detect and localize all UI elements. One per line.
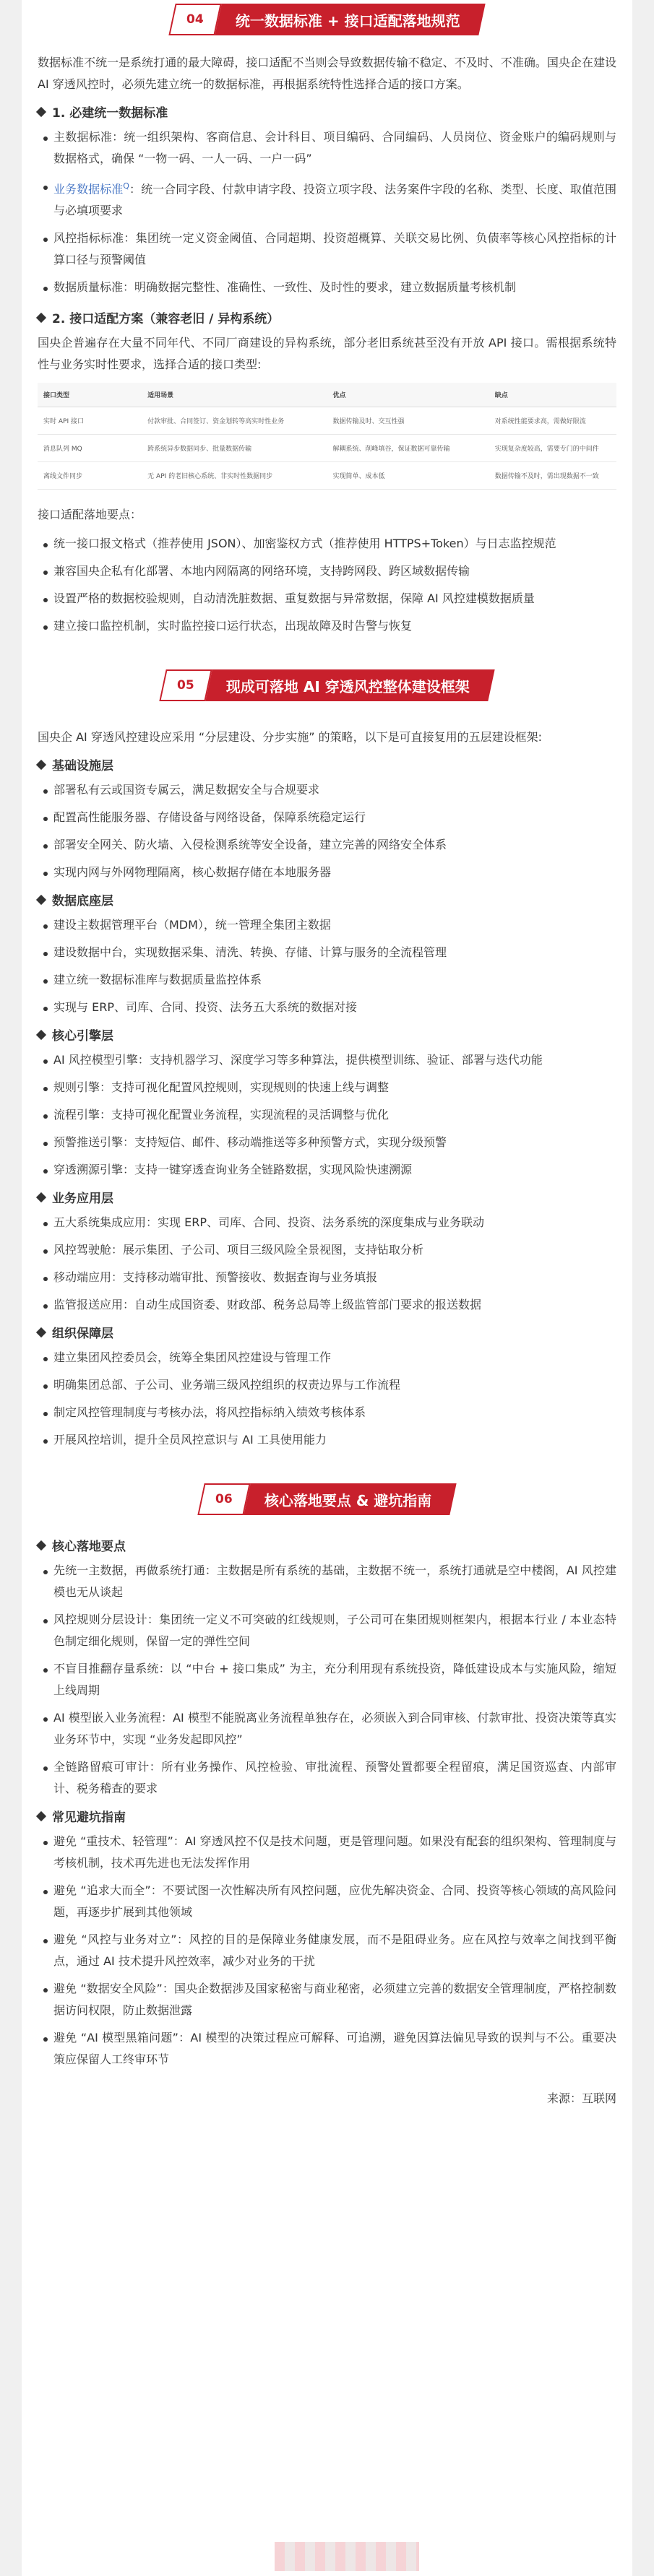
list-item: 主数据标准：统一组织架构、客商信息、会计科目、项目编码、合同编码、人员岗位、资金账户的编码规则与数据格式，确保 “一物一码、一人一码、一户一码” [38,126,616,170]
bullet-icon [38,1347,53,1369]
list-item: 监管报送应用：自动生成国资委、财政部、税务总局等上级监管部门要求的报送数据 [38,1294,616,1316]
list-item: 实现内网与外网物理隔离，核心数据存储在本地服务器 [38,862,616,883]
bullet-icon [38,1212,53,1233]
table-cell: 实时 API 接口 [38,407,142,435]
table-header: 适用场景 [142,383,327,407]
bullet-icon [38,1756,53,1800]
table-cell: 对系统性能要求高，需做好限流 [489,407,616,435]
bullet-icon [38,227,53,271]
bullet-icon [38,1429,53,1451]
subheading-layers-4: 组织保障层 [38,1323,616,1341]
list-item: 数据质量标准：明确数据完整性、准确性、一致性、及时性的要求，建立数据质量考核机制 [38,277,616,298]
diamond-bullet-icon [36,1327,46,1337]
bullet-icon [38,1132,53,1153]
subheading-layers-0: 基础设施层 [38,755,616,773]
subheading-groups-0: 核心落地要点 [38,1536,616,1554]
list-item: 建设主数据管理平台（MDM），统一管理全集团主数据 [38,914,616,936]
diamond-bullet-icon [36,1192,46,1202]
subheading-layers-1: 数据底座层 [38,890,616,908]
list-item: 设置严格的数据校验规则，自动清洗脏数据、重复数据与异常数据，保障 AI 风控建模数据质量 [38,588,616,610]
list-item: 兼容国央企私有化部署、本地内网隔离的网络环境，支持跨网段、跨区域数据传输 [38,560,616,582]
blurred-qr-banner [275,2542,419,2571]
section-06-header [38,1480,616,1519]
subheading-data-standards: 1. 必建统一数据标准 [38,103,616,121]
diamond-bullet-icon [36,1811,46,1821]
table-cell: 付款审批、合同签订、资金划转等高实时性业务 [142,407,327,435]
list-item: 建立集团风控委员会，统筹全集团风控建设与管理工作 [38,1347,616,1369]
subheading-layers-3: 业务应用层 [38,1188,616,1206]
bullet-icon [38,1880,53,1923]
table-header: 接口类型 [38,383,142,407]
list-item: 避免 “AI 模型黑箱问题”：AI 模型的决策过程应可解释、可追溯，避免因算法偏见导致的误判与不公。重要决策应保留人工终审环节 [38,2027,616,2070]
bullet-icon [38,1049,53,1071]
bullet-icon [38,1929,53,1972]
list-item: 实现与 ERP、司库、合同、投资、法务五大系统的数据对接 [38,997,616,1018]
list-item: 风控规则分层设计：集团统一定义不可突破的红线规则，子公司可在集团规则框架内，根据本行业 / 本业态特色制定细化规则，保留一定的弹性空间 [38,1609,616,1652]
bullet-icon [38,2027,53,2070]
bullet-icon [38,560,53,582]
table-row [38,435,616,462]
section-number-badge: 06 [197,1483,250,1515]
bullet-icon [38,1077,53,1098]
bullet-icon [38,126,53,170]
diamond-bullet-icon [36,760,46,770]
bullet-icon [38,1560,53,1603]
interface-points-title: 接口适配落地要点： [38,508,142,522]
bullet-icon [38,277,53,298]
bullet-icon [38,969,53,991]
table-header-row [38,383,616,407]
section-04-header [38,0,616,39]
section-number-badge: 05 [159,669,212,701]
bullet-icon [38,1609,53,1652]
bullet-icon [38,1831,53,1874]
table-header: 缺点 [489,383,616,407]
table-cell: 数据传输及时、交互性强 [327,407,489,435]
list-item: 统一接口报文格式（推荐使用 JSON）、加密鉴权方式（推荐使用 HTTPS+Token）与日志监控规范 [38,533,616,555]
search-link-icon[interactable]: Q [123,181,129,191]
bullet-icon [38,1707,53,1751]
subheading-layers-2: 核心引擎层 [38,1025,616,1044]
bullet-icon [38,615,53,637]
table-cell: 数据传输不及时，需出现数据不一致 [489,462,616,490]
list-item: 穿透溯源引擎：支持一键穿透查询业务全链路数据，实现风险快速溯源 [38,1159,616,1181]
bullet-icon [38,1374,53,1396]
list-item: 避免 “追求大而全”：不要试图一次性解决所有风控问题，应优先解决资金、合同、投资等核心领域的高风险问题，再逐步扩展到其他领域 [38,1880,616,1923]
bullet-icon [38,175,53,222]
bullet-icon [38,1267,53,1288]
business-data-standard-link[interactable]: 业务数据标准 [53,182,124,196]
diamond-bullet-icon [36,106,46,116]
list-item: 避免 “重技术、轻管理”：AI 穿透风控不仅是技术问题，更是管理问题。如果没有配套的组织架构、管理制度与考核机制，技术再先进也无法发挥作用 [38,1831,616,1874]
bullet-icon [38,1159,53,1181]
bullet-icon [38,862,53,883]
bullet-icon [38,1239,53,1261]
bullet-icon [38,1104,53,1126]
subheading-interface-adaptation: 2. 接口适配方案（兼容老旧 / 异构系统） [38,308,616,326]
list-item: 明确集团总部、子公司、业务端三级风控组织的权责边界与工作流程 [38,1374,616,1396]
section-04-intro: 数据标准不统一是系统打通的最大障碍，接口适配不当则会导致数据传输不稳定、不及时、不准确。国央企在建设 AI 穿透风控时，必须先建立统一的数据标准，再根据系统特性选择合适的接口方案。 [38,56,616,91]
list-item: 建立接口监控机制，实时监控接口运行状态，出现故障及时告警与恢复 [38,615,616,637]
bullet-icon [38,997,53,1018]
table-header: 优点 [327,383,489,407]
bullet-icon [38,1294,53,1316]
bullet-icon [38,588,53,610]
source-credit: 来源：互联网 [546,2091,616,2106]
section-title: 统一数据标准 + 接口适配落地规范 [210,4,485,35]
section-title: 现成可落地 AI 穿透风控整体建设框架 [201,669,494,701]
bullet-icon [38,1402,53,1423]
list-item: 风控驾驶舱：展示集团、子公司、项目三级风险全景视图，支持钻取分析 [38,1239,616,1261]
table-cell: 离线文件同步 [38,462,142,490]
bullet-icon [38,834,53,856]
list-item: 预警推送引擎：支持短信、邮件、移动端推送等多种预警方式，实现分级预警 [38,1132,616,1153]
table-cell: 解耦系统、削峰填谷，保证数据可靠传输 [327,435,489,462]
bullet-icon [38,942,53,963]
section-05-intro: 国央企 AI 穿透风控建设应采用 “分层建设、分步实施” 的策略，以下是可直接复用的五层建设框架: [38,730,542,745]
list-item: AI 模型嵌入业务流程：AI 模型不能脱离业务流程单独存在，必须嵌入到合同审核、付款审批、投资决策等真实业务环节中，实现 “业务发起即风控” [38,1707,616,1751]
list-item: 避免 “风控与业务对立”：风控的目的是保障业务健康发展，而不是阻碍业务。应在风控与效率之间找到平衡点，通过 AI 技术提升风控效率，减少对业务的干扰 [38,1929,616,1972]
bullet-icon [38,1978,53,2021]
list-item: 避免 “数据安全风险”：国央企数据涉及国家秘密与商业秘密，必须建立完善的数据安全管理制度，严格控制数据访问权限，防止数据泄露 [38,1978,616,2021]
list-item: 不盲目推翻存量系统：以 “中台 + 接口集成” 为主，充分利用现有系统投资，降低建设成本与实施风险，缩短上线周期 [38,1658,616,1701]
diamond-bullet-icon [36,1030,46,1040]
diamond-bullet-icon [36,895,46,905]
list-item: 全链路留痕可审计：所有业务操作、风控检验、审批流程、预警处置都要全程留痕，满足国资巡查、内部审计、税务稽查的要求 [38,1756,616,1800]
list-item: 配置高性能服务器、存储设备与网络设备，保障系统稳定运行 [38,807,616,828]
article [22,0,632,2576]
section-title: 核心落地要点 & 避坑指南 [239,1483,457,1515]
list-item: 流程引擎：支持可视化配置业务流程，实现流程的灵活调整与优化 [38,1104,616,1126]
table-cell: 实现简单、成本低 [327,462,489,490]
interface-type-table [38,383,616,490]
bullet-icon [38,779,53,801]
bullet-icon [38,1658,53,1701]
list-item: 部署私有云或国资专属云，满足数据安全与合规要求 [38,779,616,801]
table-cell: 实现复杂度较高，需要专门的中间件 [489,435,616,462]
bullet-icon [38,914,53,936]
bullet-icon [38,807,53,828]
table-row [38,462,616,490]
list-item: 建设数据中台，实现数据采集、清洗、转换、存储、计算与服务的全流程管理 [38,942,616,963]
table-cell: 跨系统异步数据同步、批量数据传输 [142,435,327,462]
diamond-bullet-icon [36,1540,46,1551]
list-item: 制定风控管理制度与考核办法，将风控指标纳入绩效考核体系 [38,1402,616,1423]
list-item: 规则引擎：支持可视化配置风控规则，实现规则的快速上线与调整 [38,1077,616,1098]
list-item: 开展风控培训，提升全员风控意识与 AI 工具使用能力 [38,1429,616,1451]
list-item: 移动端应用：支持移动端审批、预警接收、数据查询与业务填报 [38,1267,616,1288]
subheading-groups-1: 常见避坑指南 [38,1807,616,1825]
list-item: 业务数据标准$^Q$：统一合同字段、付款申请字段、投资立项字段、法务案件字段的名称、类型、长度、取值范围与必填项要求 [38,175,616,222]
list-item: 建立统一数据标准库与数据质量监控体系 [38,969,616,991]
list-item: 五大系统集成应用：实现 ERP、司库、合同、投资、法务系统的深度集成与业务联动 [38,1212,616,1233]
table-row [38,407,616,435]
list-item: 部署安全网关、防火墙、入侵检测系统等安全设备，建立完善的网络安全体系 [38,834,616,856]
section-04-intro2: 国央企普遍存在大量不同年代、不同厂商建设的异构系统，部分老旧系统甚至没有开放 API 接口。需根据系统特性与业务实时性要求，选择合适的接口类型: [38,336,616,372]
list-item: 先统一主数据，再做系统打通：主数据是所有系统的基础，主数据不统一，系统打通就是空中楼阁，AI 风控建模也无从谈起 [38,1560,616,1603]
bullet-icon [38,533,53,555]
section-05-header [38,666,616,705]
list-item: AI 风控模型引擎：支持机器学习、深度学习等多种算法，提供模型训练、验证、部署与迭代功能 [38,1049,616,1071]
table-cell: 无 API 的老旧核心系统、非实时性数据同步 [142,462,327,490]
section-number-badge: 04 [168,4,221,35]
table-cell: 消息队列 MQ [38,435,142,462]
list-item: 风控指标标准：集团统一定义资金阈值、合同超期、投资超概算、关联交易比例、负债率等核心风控指标的计算口径与预警阈值 [38,227,616,271]
diamond-bullet-icon [36,313,46,323]
